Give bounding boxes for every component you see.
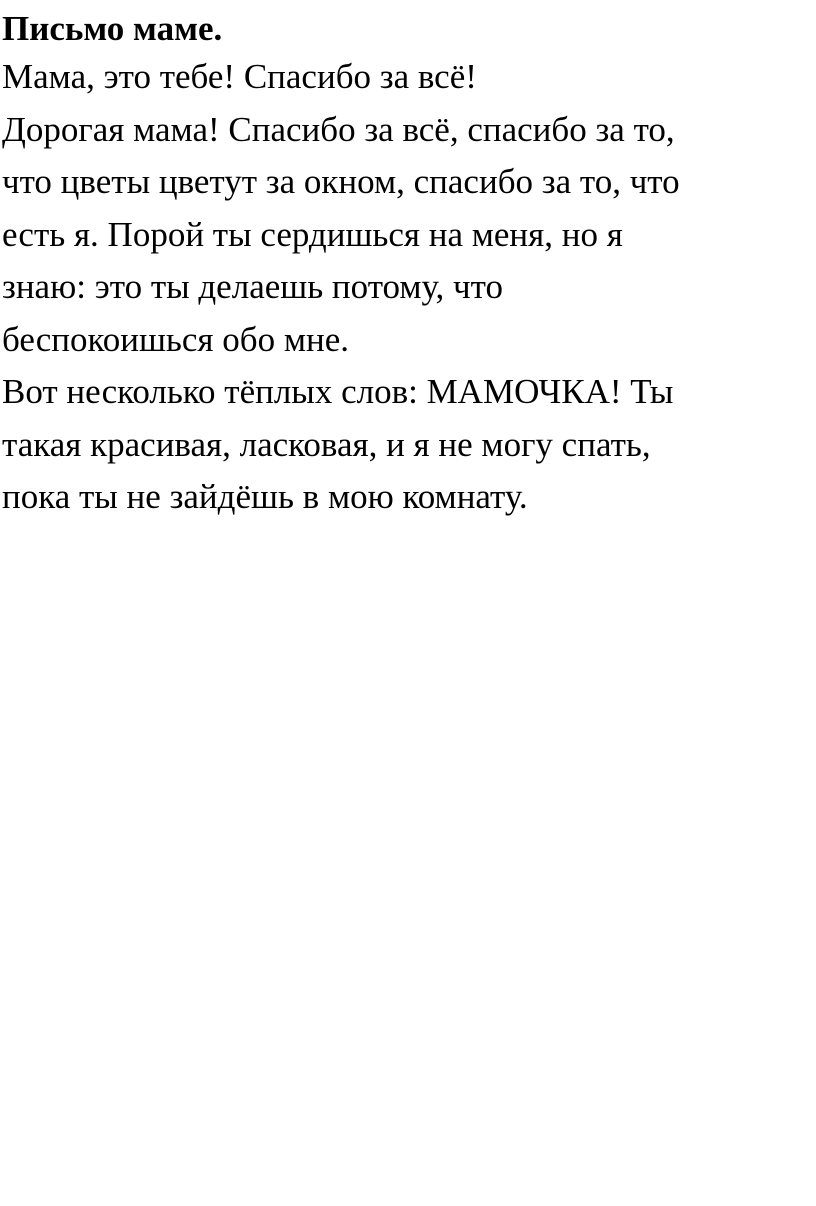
- letter-line-greeting: Мама, это тебе! Спасибо за всё!: [2, 57, 477, 96]
- letter-line: беспокоишься обо мне.: [2, 319, 349, 359]
- letter-line: что цветы цветут за окном, спасибо за то, что: [2, 162, 680, 201]
- letter-body: [2, 6, 814, 524]
- letter-line: знаю: это ты делаешь потому, что: [2, 267, 503, 306]
- letter-line: есть я. Порой ты сердишься на меня, но я: [2, 214, 623, 254]
- letter-title: Письмо маме.: [2, 9, 223, 48]
- letter-line: пока ты не зайдёшь в мою комнату.: [2, 477, 528, 516]
- letter-line: Дорогая мама! Спасибо за всё, спасибо за то,: [2, 109, 675, 149]
- letter-line: Вот несколько тёплых слов: МАМОЧКА! Ты: [2, 372, 674, 411]
- letter-line: такая красивая, ласковая, и я не могу спать,: [2, 424, 651, 464]
